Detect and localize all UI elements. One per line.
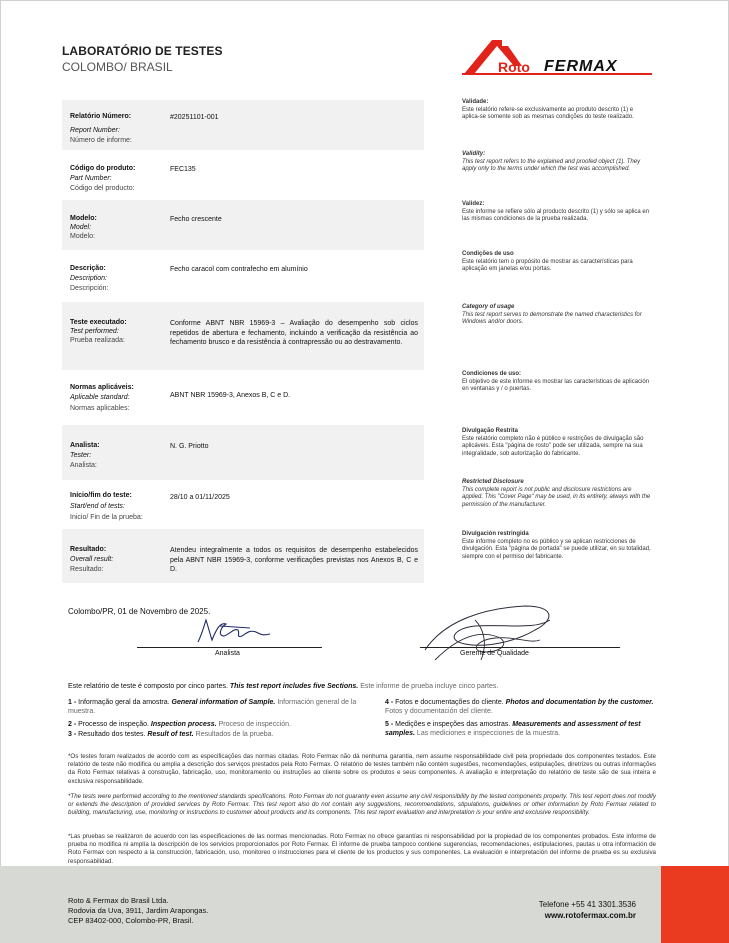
footer-accent-block [661, 866, 729, 943]
field-label-pt: Modelo: [70, 215, 97, 222]
composition-es: Este informe de prueba incluye cinco partes. [360, 683, 499, 690]
side-note-text: This test report serves to demonstrate the named characteristics for Windows and/or doors. [462, 311, 642, 325]
section-number: 5 - [385, 721, 396, 728]
field-label-pt: Relatório Número: [70, 113, 132, 120]
section-pt: Medições e inspeções das amostras. [395, 721, 511, 728]
composition-pt: Este relatório de teste é composto por cinco partes. [68, 683, 228, 690]
section-es: Información general de la muestra. [68, 699, 357, 715]
side-note-validity-pt [462, 99, 652, 122]
side-note-title: Divulgación restringida [462, 531, 529, 537]
field-value: N. G. Priotto [170, 443, 209, 450]
field-label-es: Prueba realizada: [70, 337, 125, 344]
field-label-en: Part Number: [70, 175, 112, 182]
section-number: 2 - [68, 721, 79, 728]
section-number: 3 - [68, 731, 79, 738]
side-note-title: Validity: [462, 151, 486, 157]
field-row-tester [62, 425, 424, 480]
field-label-en: Start/end of tests: [70, 503, 125, 510]
section-pt: Fotos e documentações do cliente. [395, 699, 504, 706]
side-note-title: Restricted Disclosure [462, 479, 524, 485]
field-row-dates [62, 481, 424, 528]
side-note-title: Condições de uso [462, 251, 514, 257]
side-note-usage-en [462, 304, 652, 327]
footer-company: Roto & Fermax do Brasil Ltda. [68, 896, 169, 905]
section-en: Result of test. [147, 731, 194, 738]
field-label-es: Resultado: [70, 566, 104, 573]
side-note-disclosure-en [462, 479, 652, 509]
side-note-text: This test report refers to the explained and proofed object (1). They apply only to the terms under which the test was accomplished. [462, 158, 641, 172]
field-label-es: Código del producto: [70, 185, 135, 192]
field-label-pt: Resultado: [70, 546, 107, 553]
field-label-es: Inicio/ Fin de la prueba: [70, 514, 143, 521]
field-label-pt: Código do produto: [70, 165, 136, 172]
side-note-usage-es [462, 371, 652, 394]
field-value: Atendeu integralmente a todos os requisitos de desempenho estabelecidos pela ABNT NBR 15969-3, conforme verificações previstas nos Anexos B, C e D. [170, 547, 418, 573]
field-label-en: Aplicable standard: [70, 394, 130, 401]
field-label-en: Overall result: [70, 556, 114, 563]
field-label-en: Test performed: [70, 328, 119, 335]
side-note-text: Este relatório completo não é público e restrições de divulgação são aplicáveis. Esta "página de rosto" pode ser utilizada, sempre na sua integralidade, sob autorização do fabricante. [462, 435, 644, 457]
section-es: Proceso de inspección. [218, 721, 291, 728]
field-value: Conforme ABNT NBR 15969-3 – Avaliação do desempenho sob ciclos repetidos de abertura e fechamento, incluindo a verificação da resistência ao fechamento brusco e da resistência à contrapressão ou ao destravamento. [170, 320, 418, 346]
field-label-es: Analista: [70, 462, 97, 469]
side-note-text: Este relatório tem o propósito de mostrar as características para aplicação em janelas e/ou portas. [462, 258, 633, 272]
field-row-standard [62, 372, 424, 422]
lab-subtitle: COLOMBO/ BRASIL [62, 60, 173, 74]
field-row-part-number [62, 150, 424, 200]
section-pt: Processo de inspeção. [78, 721, 149, 728]
disclaimer-en: *The tests were performed according to the mentioned standards specifications. Roto Fermax do not guaranty even assume any civil responsibility by the tested components property. This test report does not modify or extends the description of provided services by Roto Fermax. This test report also do not contain any suggestions, recommendations, stipulations, guidelines or other information by Roto Fermax related to building, manufacturing, use, monitoring or instructions to customer about products and its components. This test report evaluation and interpretation is your entire and exclusive responsibility. [68, 793, 656, 817]
section-en: General information of Sample. [171, 699, 276, 706]
field-label-pt: Descrição: [70, 265, 106, 272]
disclaimer-pt: *Os testes foram realizados de acordo com as especificações das normas citadas. Roto Fermax não dá nenhuma garantia, nem assume responsabilidade civil pela propriedade dos componentes testados. Este relatório de teste não modifica ou amplia a descrição dos serviços prestados pela Roto Fermax. O relatório de testes também não contém sugestões, recomendações, estipulações, diretrizes ou outras informações da Roto Fermax relativas à construção, fabricação, uso, monitoramento ou instruções ao cliente sobre os produtos e seus componentes. A avaliação e interpretação do relatório de teste são de sua inteira e exclusiva responsabilidade. [68, 753, 656, 785]
field-label-es: Descripción: [70, 285, 109, 292]
field-label-pt: Normas aplicáveis: [70, 384, 134, 391]
section-pt: Informação geral da amostra. [78, 699, 170, 706]
composition-en: This test report includes five Sections. [229, 683, 359, 690]
section-es: Resultados de la prueba. [195, 731, 274, 738]
field-row-description [62, 250, 424, 300]
field-value: 28/10 a 01/11/2025 [170, 494, 230, 501]
section-en: Inspection process. [150, 721, 217, 728]
side-note-title: Divulgação Restrita [462, 428, 519, 434]
footer-phone: Telefone +55 41 3301.3536 [538, 900, 636, 909]
side-note-text: El objetivo de este informe es mostrar las características de aplicación en ventanas y / o puertas. [462, 378, 650, 392]
field-label-es: Modelo: [70, 233, 95, 240]
section-number: 1 - [68, 699, 79, 706]
city-date: Colombo/PR, 01 de Novembro de 2025. [68, 607, 211, 616]
section-en: Photos and documentation by the customer. [505, 699, 654, 706]
side-note-title: Validez: [462, 201, 485, 207]
side-note-usage-pt [462, 251, 652, 274]
field-label-en: Model: [70, 224, 92, 231]
field-row-result [62, 529, 424, 583]
section-pt: Resultado dos testes. [78, 731, 146, 738]
field-value: #20251101-001 [170, 114, 219, 121]
side-note-text: Este relatório refere-se exclusivamente ao produto descrito (1) e aplica-se somente sob as mesmas condições do teste realizado. [462, 106, 634, 120]
analyst-label: Analista [215, 650, 240, 657]
side-note-text: Este informe completo no es público y se aplican restricciones de divulgación. Esta "página de portada" se puede utilizar, en su totalidad, siempre con el permiso del fabricante. [462, 538, 651, 560]
footer-address-line2: CEP 83402-000, Colombo-PR, Brasil. [68, 916, 194, 925]
section-es: Fotos y documentación del cliente. [385, 707, 493, 715]
manager-signature-image [415, 600, 565, 670]
section-es: Las mediciones e inspecciones de la muestra. [416, 729, 561, 737]
footer-website-link[interactable]: www.rotofermax.com.br [544, 911, 636, 920]
lab-title: LABORATÓRIO DE TESTES [62, 44, 223, 58]
field-label-en: Tester: [70, 452, 92, 459]
logo-roto-text: Roto [498, 59, 530, 75]
field-value: FEC135 [170, 166, 196, 173]
field-value: Fecho caracol com contrafecho em alumínio [170, 266, 308, 273]
field-label-pt: Analista: [70, 442, 100, 449]
section-item-5 [385, 721, 655, 738]
footer-address-line1: Rodovia da Uva, 3911, Jardim Arapongas. [68, 906, 209, 915]
side-note-validity-es [462, 201, 652, 224]
section-item-3 [68, 731, 368, 740]
report-composition [68, 683, 498, 690]
field-value: Fecho crescente [170, 216, 222, 223]
side-note-disclosure-es [462, 531, 652, 561]
field-value: ABNT NBR 15969-3, Anexos B, C e D. [170, 392, 291, 399]
analyst-signature-image [190, 612, 280, 650]
section-item-2 [68, 721, 368, 730]
manager-label: Gerente de Qualidade [460, 650, 529, 657]
field-label-es: Normas aplicables: [70, 405, 130, 412]
field-label-es: Número de informe: [70, 137, 132, 144]
field-label-en: Description: [70, 275, 107, 282]
side-note-title: Validade: [462, 99, 489, 105]
section-item-4 [385, 699, 655, 716]
side-note-disclosure-pt [462, 428, 652, 458]
side-note-title: Condiciones de uso: [462, 371, 522, 377]
logo-fermax-text: FERMAX [544, 58, 618, 75]
section-item-1 [68, 699, 358, 716]
analyst-signature-line [137, 647, 322, 648]
manager-signature-line [420, 647, 620, 648]
side-note-text: This complete report is not public and disclosure restrictions are applied. This "Cover Page" may be used, in its entirety, always with the permission of the manufacturer. [462, 486, 651, 508]
section-number: 4 - [385, 699, 396, 706]
disclaimer-es: *Las pruebas se realizaron de acuerdo con las especificaciones de las normas mencionadas. Roto Fermax no ofrece garantías ni responsabilidad por la propiedad de los componentes probados. Este informe de prueba no modifica ni amplía la descripción de los servicios proporcionados por Roto Fermax. El informe de prueba tampoco contiene sugerencias, recomendaciones, estipulaciones, pautas u otra información de Roto Fermax con respecto a la construcción, fabricación, uso, monitoreo o instrucciones para el cliente de los productos y sus componentes. La evaluación e interpretación del informe de prueba es su exclusiva responsabilidad. [68, 833, 656, 865]
side-note-validity-en [462, 151, 652, 174]
field-label-en: Report Number: [70, 127, 120, 134]
side-note-text: Este informe se refiere sólo al producto descrito (1) y sólo se aplica en las mismas condiciones de la prueba realizada. [462, 208, 650, 222]
field-row-model [62, 200, 424, 250]
section-en: Measurements and assessment of test samples. [385, 721, 641, 737]
field-row-test-performed [62, 302, 424, 370]
field-label-pt: Início/fim do teste: [70, 492, 132, 499]
field-label-pt: Teste executado: [70, 319, 127, 326]
field-row-report-number [62, 100, 424, 150]
side-note-title: Category of usage [462, 304, 515, 310]
